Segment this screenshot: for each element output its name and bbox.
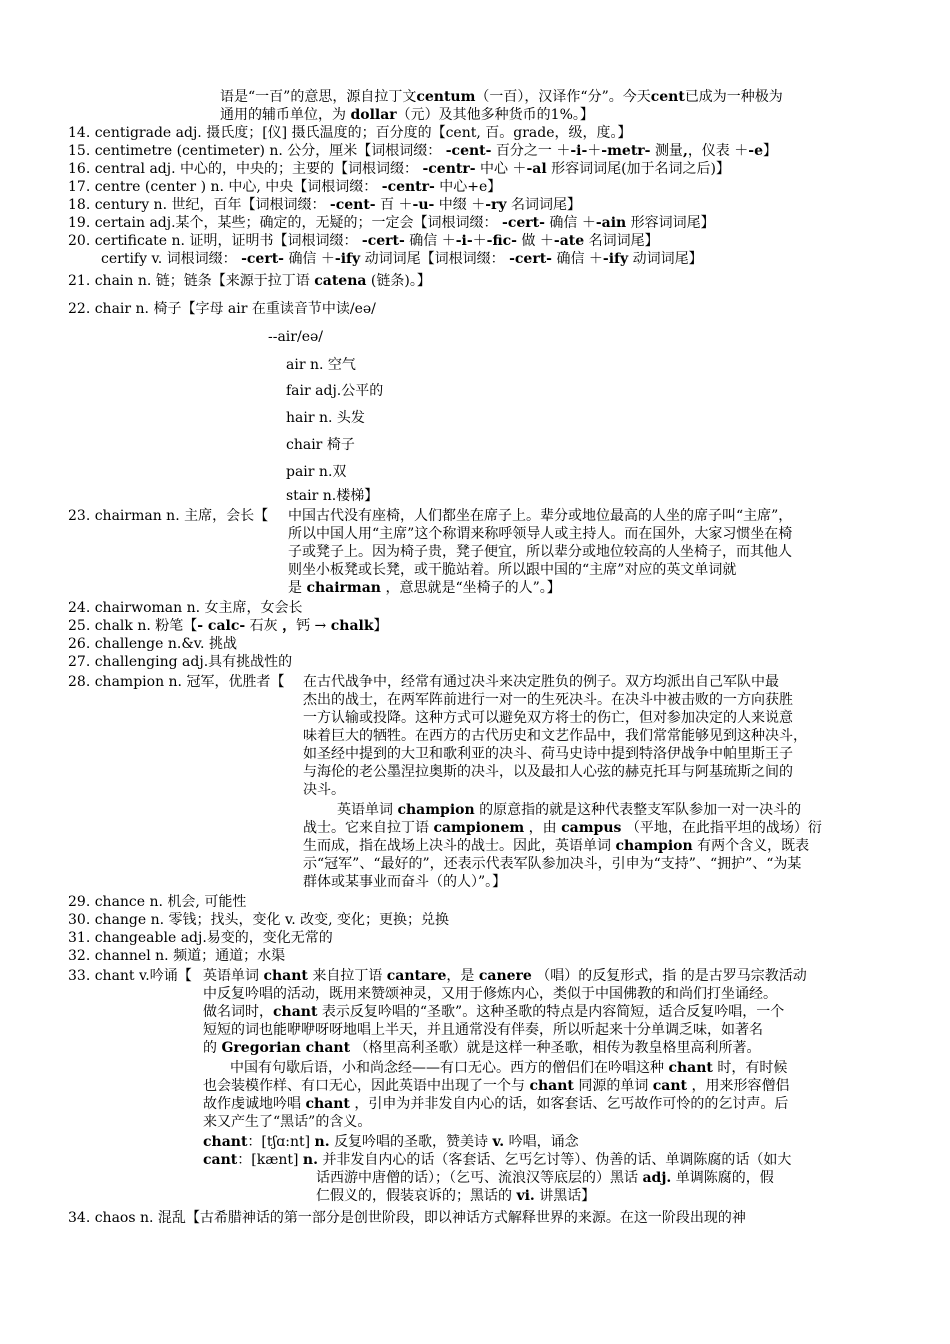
entry-32: 32. channel n. 频道；通道；水渠 (68, 948, 286, 964)
entry-certify: certify v. 词根词缀： -cert- 确信 ＋-ify 动词词尾【词根词缀： -cert- 确信 ＋-ify 动词词尾】 (101, 251, 703, 267)
entry-24: 24. chairwoman n. 女主席，女会长 (68, 600, 303, 616)
entry-28-line: 战士。它来自拉丁语 campionem ，由 campus （平地，在此指平坦的战场）衍 (303, 820, 822, 836)
entry-33-def-chant: chant：[tʃɑ:nt] n. 反复吟唱的圣歌，赞美诗 v. 吟唱，诵念 (203, 1134, 579, 1150)
entry-28-line: 杰出的战士，在两军阵前进行一对一的生死决斗。在决斗中被击败的一方向获胜 (303, 692, 793, 708)
entry-34: 34. chaos n. 混乱【古希腊神话的第一部分是创世阶段，即以神话方式解释世界的来源。在这一阶段出现的神 (68, 1210, 746, 1226)
entry-23-line: 中国古代没有座椅，人们都坐在席子上。辈分或地位最高的人坐的席子叫“主席”， (288, 508, 793, 524)
entry-15: 15. centimetre (centimeter) n. 公分，厘米【词根词缀： -cent- 百分之一 ＋-i-＋-metr- 测量,，仪表 ＋-e】 (68, 143, 777, 159)
entry-28-line: 在古代战争中，经常有通过决斗来决定胜负的例子。双方均派出自己军队中最 (303, 674, 779, 690)
entry-33-head: 33. chant v.吟诵【 (68, 968, 192, 984)
entry-22-word: pair n.双 (286, 464, 347, 480)
entry-33-line: 短短的词也能咿咿呀呀地唱上半天，并且通常没有伴奏，所以听起来十分单调乏味，如著名 (203, 1022, 763, 1038)
entry-22-word: stair n.楼梯】 (286, 488, 379, 504)
entry-28-line: 一方认输或投降。这种方式可以避免双方将士的伤亡，但对参加决定的人来说意 (303, 710, 793, 726)
entry-22-word: fair adj.公平的 (286, 383, 384, 399)
entry-33-def-cant: cant：[kænt] n. 并非发自内心的话（客套话、乞丐乞讨等）、伪善的话、单调陈腐的话（如大 (203, 1152, 792, 1168)
entry-28-head: 28. champion n. 冠军，优胜者【 (68, 674, 285, 690)
entry-22-word: air n. 空气 (286, 357, 356, 373)
entry-28-line: 味着巨大的牺牲。在西方的古代历史和文艺作品中，我们常常能够见到这种决斗， (303, 728, 807, 744)
cent-continuation-line-1: 语是“一百”的意思，源自拉丁文centum（一百），汉译作“分”。今天cent已成为一种极为 (220, 89, 783, 105)
entry-31: 31. changeable adj.易变的，变化无常的 (68, 930, 333, 946)
entry-33-line: 英语单词 chant 来自拉丁语 cantare，是 canere （唱）的反复形式，指 的是古罗马宗教活动 (203, 968, 807, 984)
entry-33-line: 故作虔诚地吟唱 chant ，引申为并非发自内心的话，如客套话、乞丐故作可怜的的乞讨声。后 (203, 1096, 789, 1112)
entry-33-line: 来又产生了“黑话”的含义。 (203, 1114, 372, 1130)
entry-18: 18. century n. 世纪，百年【词根词缀： -cent- 百 ＋-u- 中缀 ＋-ry 名词词尾】 (68, 197, 582, 213)
entry-30: 30. change n. 零钱；找头，变化 v. 改变, 变化；更换；兑换 (68, 912, 450, 928)
entry-25: 25. chalk n. 粉笔【- calc- 石灰 ，钙 → chalk】 (68, 618, 388, 634)
entry-17: 17. centre (center ) n. 中心, 中央【词根词缀： -centr- 中心+e】 (68, 179, 502, 195)
entry-22-air-heading: --air/eə/ (268, 329, 323, 345)
entry-28-line: 决斗。 (303, 782, 345, 798)
entry-33-line: 也会装模作样、有口无心，因此英语中出现了一个与 chant 同源的单词 cant ，用来形容僧侣 (203, 1078, 790, 1094)
entry-28-line: 示“冠军”、“最好的”，还表示代表军队参加决斗，引申为“支持”、“拥护”、“为某 (303, 856, 802, 872)
entry-14: 14. centigrade adj. 摄氏度；[仪] 摄氏温度的；百分度的【cent, 百。grade，级，度。】 (68, 125, 632, 141)
entry-22-word: chair 椅子 (286, 437, 355, 453)
entry-21: 21. chain n. 链；链条【来源于拉丁语 catena (链条)。】 (68, 273, 431, 289)
entry-20: 20. certificate n. 证明，证明书【词根词缀： -cert- 确信 ＋-i-＋-fic- 做 ＋-ate 名词词尾】 (68, 233, 659, 249)
entry-23-line: 所以中国人用“主席”这个称谓来称呼领导人或主持人。而在国外，大家习惯坐在椅 (288, 526, 793, 542)
entry-22-word: hair n. 头发 (286, 410, 365, 426)
entry-28-line: 英语单词 champion 的原意指的就是这种代表整支军队参加一对一决斗的 (337, 802, 802, 818)
cent-continuation-line-2: 通用的辅币单位，为 dollar（元）及其他多种货币的1%。】 (220, 107, 594, 123)
entry-33-line: 做名词时，chant 表示反复吟唱的“圣歌”。这种圣歌的特点是内容简短，适合反复吟唱，一个 (203, 1004, 785, 1020)
entry-27: 27. challenging adj.具有挑战性的 (68, 654, 293, 670)
entry-16: 16. central adj. 中心的，中央的；主要的【词根词缀： -centr- 中心 ＋-al 形容词词尾(加于名词之后)】 (68, 161, 731, 177)
entry-33-line: 中国有句歇后语，小和尚念经——有口无心。西方的僧侣们在吟唱这种 chant 时，有时候 (230, 1060, 788, 1076)
entry-33-line: 的 Gregorian chant （格里高利圣歌）就是这样一种圣歌，相传为教皇格里高利所著。 (203, 1040, 761, 1056)
entry-23-line: 则坐小板凳或长凳，或干脆站着。所以跟中国的“主席”对应的英文单词就 (288, 562, 737, 578)
entry-28-line: 群体或某事业而奋斗（的人）”。】 (303, 874, 507, 890)
entry-29: 29. chance n. 机会, 可能性 (68, 894, 247, 910)
entry-26: 26. challenge n.&v. 挑战 (68, 636, 237, 652)
entry-33-def-cant: 仁假义的，假装哀诉的；黑话的 vi. 讲黑话】 (316, 1188, 596, 1204)
entry-22: 22. chair n. 椅子【字母 air 在重读音节中读/eə/ (68, 301, 376, 317)
entry-28-line: 生而成，指在战场上决斗的战士。因此，英语单词 champion 有两个含义，既表 (303, 838, 810, 854)
entry-19: 19. certain adj.某个，某些；确定的，无疑的；一定会【词根词缀： -cert- 确信 ＋-ain 形容词词尾】 (68, 215, 715, 231)
entry-28-line: 如圣经中提到的大卫和歌利亚的决斗、荷马史诗中提到特洛伊战争中帕里斯王子 (303, 746, 793, 762)
entry-28-line: 与海伦的老公墨涅拉奥斯的决斗，以及最扣人心弦的赫克托耳与阿基琉斯之间的 (303, 764, 793, 780)
entry-23-head: 23. chairman n. 主席，会长【 (68, 508, 269, 524)
entry-33-def-cant: 话西游中唐僧的话）；（乞丐、流浪汉等底层的）黑话 adj. 单调陈腐的，假 (316, 1170, 774, 1186)
entry-23-line: 是 chairman ，意思就是“坐椅子的人”。】 (288, 580, 561, 596)
entry-23-line: 子或凳子上。因为椅子贵，凳子便宜，所以辈分或地位较高的人坐椅子，而其他人 (288, 544, 792, 560)
entry-33-line: 中反复吟唱的活动，既用来赞颂神灵，又用于修炼内心，类似于中国佛教的和尚们打坐诵经。 (203, 986, 777, 1002)
